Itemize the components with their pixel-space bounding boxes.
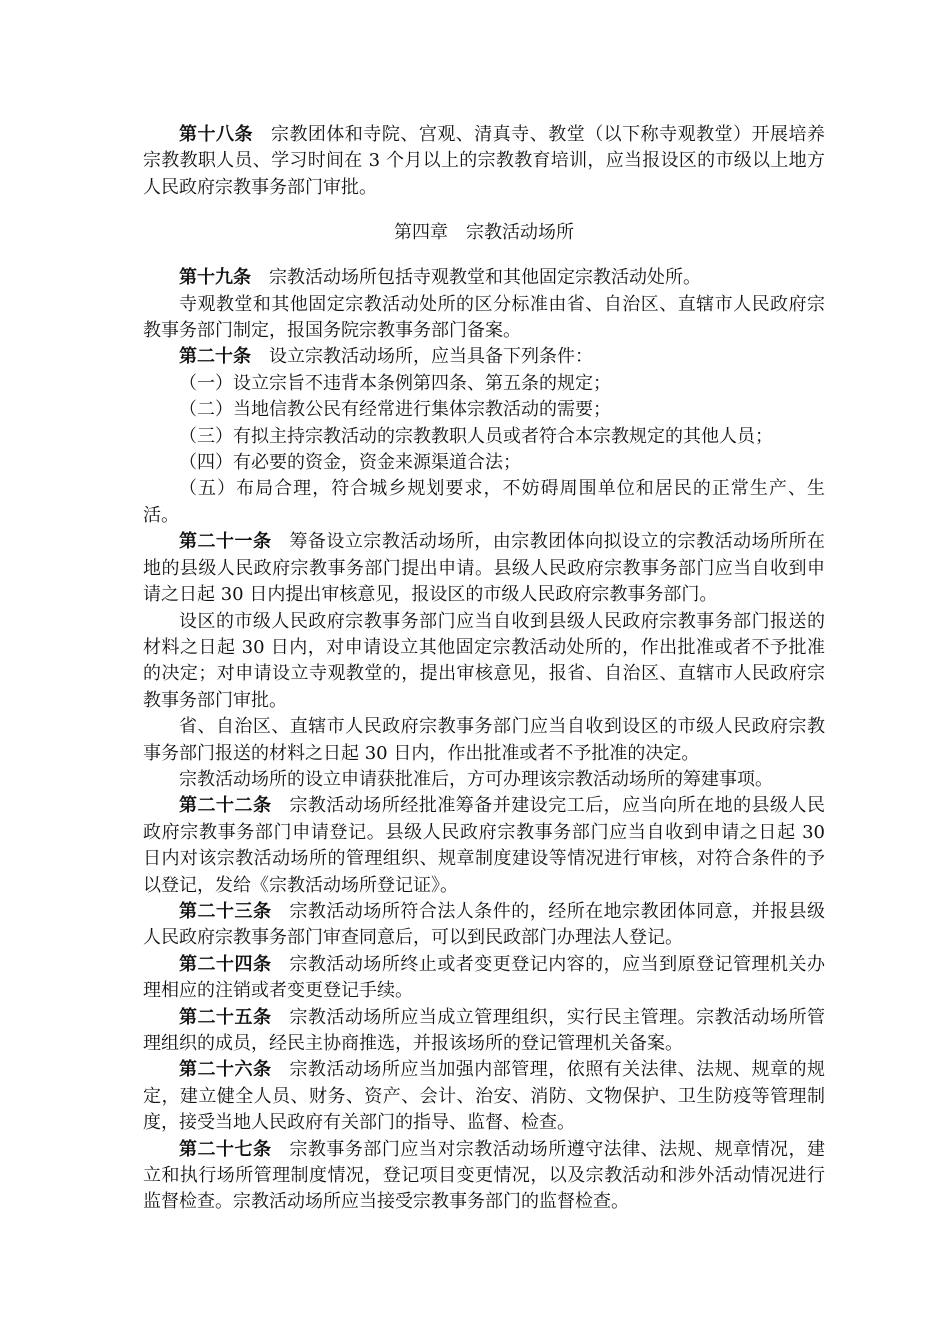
chapter-title: 宗教活动场所 — [466, 222, 574, 244]
paragraph-article-21 — [143, 529, 825, 608]
paragraph-text: （四）有必要的资金，资金来源渠道合法； — [179, 452, 521, 474]
paragraph-text: 宗教活动场所应当成立管理组织，实行民主管理。宗教活动场所管理组织的成员，经民主协商推选，并报该场所的登记管理机关备案。 — [143, 1006, 826, 1054]
article-number: 第二十七条 — [179, 1138, 272, 1160]
article-number: 第二十三条 — [179, 900, 272, 922]
paragraph-text: （三）有拟主持宗教活动的宗教教职人员或者符合本宗教规定的其他人员； — [179, 425, 773, 447]
paragraph — [143, 767, 825, 793]
paragraph-article-25 — [143, 1005, 825, 1058]
paragraph-article-19 — [143, 265, 825, 291]
paragraph-text: 宗教活动场所应当加强内部管理，依照有关法律、法规、规章的规定，建立健全人员、财务、资产、会计、治安、消防、文物保护、卫生防疫等管理制度，接受当地人民政府有关部门的指导、监督、检查。 — [143, 1059, 826, 1134]
paragraph-text: 宗教团体和寺院、宫观、清真寺、教堂（以下称寺观教堂）开展培养宗教教职人员、学习时间在 3 个月以上的宗教教育培训，应当报设区的市级以上地方人民政府宗教事务部门审批。 — [143, 124, 826, 198]
list-item — [143, 450, 825, 476]
paragraph-text: （一）设立宗旨不违背本条例第四条、第五条的规定； — [179, 372, 611, 394]
paragraph-article-27 — [143, 1137, 825, 1216]
list-item — [143, 424, 825, 450]
article-number: 第二十二条 — [179, 795, 272, 817]
paragraph-text: 设区的市级人民政府宗教事务部门应当自收到县级人民政府宗教事务部门报送的材料之日起 30 日内，对申请设立其他固定宗教活动处所的，作出批准或者不予批准的决定；对申请设立寺观教堂的，提出审核意见，报省、自治区、直辖市人民政府宗教事务部门审批。 — [143, 610, 825, 711]
chapter-number: 第四章 — [394, 222, 448, 244]
paragraph — [143, 292, 825, 345]
paragraph-text: 寺观教堂和其他固定宗教活动处所的区分标准由省、自治区、直辖市人民政府宗教事务部门制定，报国务院宗教事务部门备案。 — [143, 293, 825, 342]
paragraph-text: 设立宗教活动场所，应当具备下列条件： — [269, 346, 593, 368]
paragraph-text: 宗教活动场所的设立申请获批准后，方可办理该宗教活动场所的筹建事项。 — [179, 768, 773, 790]
paragraph-article-18 — [143, 122, 825, 201]
paragraph-text: 宗教活动场所符合法人条件的，经所在地宗教团体同意，并报县级人民政府宗教事务部门审查同意后，可以到民政部门办理法人登记。 — [143, 900, 826, 949]
paragraph — [143, 609, 825, 715]
article-number: 第二十条 — [179, 346, 251, 368]
paragraph-text: 宗教活动场所终止或者变更登记内容的，应当到原登记管理机关办理相应的注销或者变更登记手续。 — [143, 953, 826, 1002]
paragraph-article-23 — [143, 899, 825, 952]
paragraph-text: 省、自治区、直辖市人民政府宗教事务部门应当自收到设区的市级人民政府宗教事务部门报送的材料之日起 30 日内，作出批准或者不予批准的决定。 — [143, 716, 825, 764]
paragraph-article-24 — [143, 952, 825, 1005]
paragraph — [143, 714, 825, 767]
article-number: 第十八条 — [179, 124, 253, 145]
article-number: 第二十四条 — [179, 953, 272, 975]
article-number: 第二十五条 — [179, 1006, 272, 1028]
list-item — [143, 397, 825, 423]
paragraph-text: 筹备设立宗教活动场所，由宗教团体向拟设立的宗教活动场所所在地的县级人民政府宗教事务部门提出申请。县级人民政府宗教事务部门应当自收到申请之日起 30 日内提出审核意见，报设区的市级人民政府宗教事务部门。 — [143, 531, 826, 606]
article-number: 第十九条 — [179, 267, 251, 289]
article-number: 第二十一条 — [179, 531, 272, 553]
paragraph-article-26 — [143, 1057, 825, 1136]
paragraph-text: 宗教活动场所包括寺观教堂和其他固定宗教活动处所。 — [269, 267, 701, 289]
list-item — [143, 476, 825, 529]
paragraph-text: 宗教活动场所经批准筹备并建设完工后，应当向所在地的县级人民政府宗教事务部门申请登记。县级人民政府宗教事务部门应当自收到申请之日起 30 日内对该宗教活动场所的管理组织、规章制度建设等情况进行审核，对符合条件的予以登记，发给《宗教活动场所登记证》。 — [143, 795, 826, 896]
chapter-heading — [143, 220, 825, 246]
list-item — [143, 371, 825, 397]
paragraph-text: （二）当地信教公民有经常进行集体宗教活动的需要； — [179, 399, 611, 421]
article-number: 第二十六条 — [179, 1059, 272, 1081]
paragraph-article-20 — [143, 344, 825, 370]
paragraph-article-22 — [143, 793, 825, 899]
paragraph-text: 宗教事务部门应当对宗教活动场所遵守法律、法规、规章情况，建立和执行场所管理制度情况，登记项目变更情况，以及宗教活动和涉外活动情况进行监督检查。宗教活动场所应当接受宗教事务部门的监督检查。 — [143, 1138, 826, 1213]
document-page — [143, 122, 825, 1216]
paragraph-text: （五）布局合理，符合城乡规划要求，不妨碍周围单位和居民的正常生产、生活。 — [143, 478, 825, 526]
